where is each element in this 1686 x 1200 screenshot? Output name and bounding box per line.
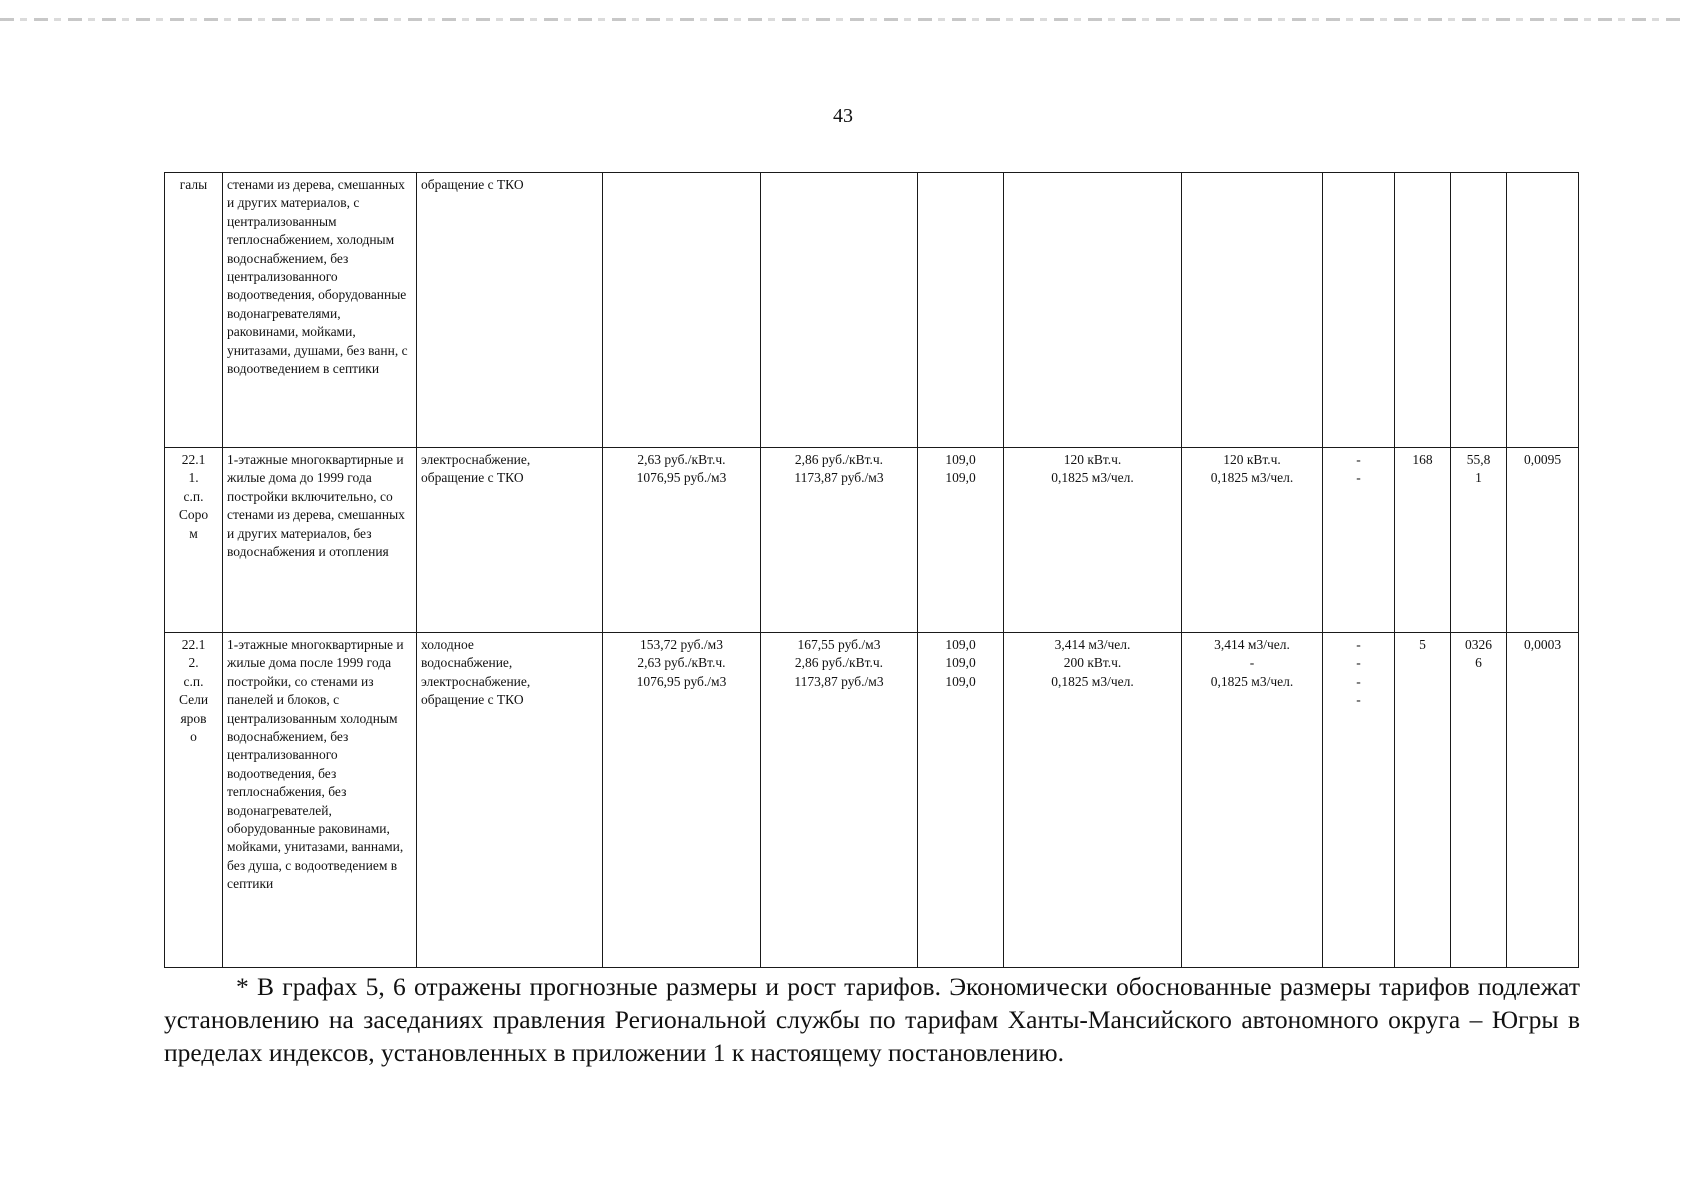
cell-line: 22.1	[181, 637, 206, 652]
page-number: 43	[833, 105, 853, 127]
footnote	[164, 970, 1580, 1069]
cell-c2	[223, 633, 417, 968]
cell-line: 2,86 руб./кВт.ч.	[794, 452, 884, 467]
cell-text: 168	[1412, 452, 1433, 467]
cell-c12	[1507, 173, 1579, 448]
cell-c6	[918, 173, 1004, 448]
cell-c4	[603, 173, 761, 448]
cell-line: -	[1356, 470, 1361, 486]
cell-text: стенами из дерева, смешанных и других материалов, с централизованным теплоснабжением, холодным водоснабжением, без централизованного водоотведения, оборудованные водонагревателями, раковинами, мойками, унитазами, душами, без ванн, с водоотведением в септики	[227, 177, 408, 377]
cell-line: -	[1356, 655, 1361, 671]
cell-c3	[417, 633, 603, 968]
cell-line: холодное	[421, 637, 474, 652]
cell-c9	[1323, 448, 1395, 633]
cell-text: 0,0003	[1523, 637, 1562, 652]
cell-line: -	[1249, 655, 1255, 671]
cell-line: -	[1356, 637, 1361, 652]
cell-c8	[1182, 448, 1323, 633]
cell-line: яров	[180, 710, 207, 726]
cell-line: обращение с ТКО	[421, 692, 524, 708]
cell-c11	[1451, 173, 1507, 448]
cell-line: 2,63 руб./кВт.ч.	[637, 655, 726, 671]
cell-line: галы	[179, 177, 208, 192]
cell-line: о	[190, 729, 197, 745]
cell-line: 200 кВт.ч.	[1063, 655, 1122, 671]
cell-line: -	[1356, 673, 1361, 689]
cell-line: 109,0	[945, 673, 976, 689]
cell-line: 167,55 руб./м3	[797, 637, 881, 652]
cell-c6	[918, 448, 1004, 633]
cell-c5	[761, 173, 918, 448]
cell-line: -	[1356, 692, 1361, 708]
cell-line: 0,1825 м3/чел.	[1051, 673, 1134, 689]
cell-line: обращение с ТКО	[421, 177, 524, 192]
cell-c3	[417, 448, 603, 633]
cell-c10	[1395, 448, 1451, 633]
cell-text: 5	[1419, 637, 1426, 652]
cell-c2	[223, 448, 417, 633]
cell-line: -	[1356, 452, 1361, 467]
cell-line: 120 кВт.ч.	[1063, 452, 1122, 467]
cell-c2	[223, 173, 417, 448]
cell-c3	[417, 173, 603, 448]
table-row	[165, 173, 1579, 448]
cell-c9	[1323, 633, 1395, 968]
cell-c1	[165, 448, 223, 633]
cell-line: 1173,87 руб./м3	[794, 673, 884, 689]
cell-line: 109,0	[945, 655, 976, 671]
tariff-table	[164, 172, 1579, 968]
cell-c9	[1323, 173, 1395, 448]
cell-line: 120 кВт.ч.	[1223, 452, 1281, 467]
cell-line: Соро	[178, 507, 209, 523]
cell-line: 55,8	[1466, 452, 1491, 467]
cell-line: 0,1825 м3/чел.	[1051, 470, 1134, 486]
cell-line: 109,0	[945, 637, 976, 652]
table-row	[165, 448, 1579, 633]
cell-line: 3,414 м3/чел.	[1054, 637, 1131, 652]
cell-line: 3,414 м3/чел.	[1214, 637, 1290, 652]
scan-edge-artifact	[0, 18, 1686, 21]
cell-text: 1-этажные многоквартирные и жилые дома до 1999 года постройки включительно, со стенами из дерева, смешанных и других материалов, без водоснабжения и отопления	[227, 452, 405, 560]
cell-line: обращение с ТКО	[421, 470, 524, 486]
cell-line: 2.	[188, 655, 199, 671]
cell-line: 2,63 руб./кВт.ч.	[637, 452, 726, 467]
cell-line: водоснабжение,	[421, 655, 513, 671]
cell-line: 1076,95 руб./м3	[636, 673, 727, 689]
cell-line: 1	[1475, 470, 1482, 486]
cell-line: 0326	[1465, 637, 1492, 652]
cell-c8	[1182, 173, 1323, 448]
cell-text: 0,0095	[1523, 452, 1562, 467]
footnote-text: * В графах 5, 6 отражены прогнозные размеры и рост тарифов. Экономически обоснованные размеры тарифов подлежат установлению на заседаниях правления Региональной службы по тарифам Ханты-Мансийского автономного округа – Югры в пределах индексов, установленных в приложении 1 к настоящему постановлению.	[164, 972, 1580, 1067]
cell-line: 6	[1475, 655, 1482, 671]
cell-c7	[1004, 448, 1182, 633]
cell-c6	[918, 633, 1004, 968]
cell-line: 22.1	[181, 452, 206, 467]
cell-c7	[1004, 633, 1182, 968]
cell-line: 1.	[188, 470, 199, 486]
table-row	[165, 633, 1579, 968]
cell-line: с.п.	[183, 673, 204, 689]
cell-c1	[165, 633, 223, 968]
cell-c11	[1451, 633, 1507, 968]
cell-line: 0,1825 м3/чел.	[1210, 470, 1294, 486]
cell-c4	[603, 633, 761, 968]
cell-c7	[1004, 173, 1182, 448]
cell-line: с.п.	[183, 488, 204, 504]
cell-c11	[1451, 448, 1507, 633]
cell-c5	[761, 633, 918, 968]
cell-line: электроснабжение,	[421, 452, 531, 467]
cell-c4	[603, 448, 761, 633]
cell-line: электроснабжение,	[421, 673, 531, 689]
cell-c8	[1182, 633, 1323, 968]
cell-c5	[761, 448, 918, 633]
cell-line: 109,0	[945, 452, 976, 467]
cell-line: 1173,87 руб./м3	[794, 470, 884, 486]
cell-c10	[1395, 173, 1451, 448]
cell-line: Сели	[178, 692, 209, 708]
cell-c12	[1507, 448, 1579, 633]
cell-line: м	[189, 525, 198, 541]
cell-line: 153,72 руб./м3	[640, 637, 723, 652]
cell-line: 1076,95 руб./м3	[636, 470, 727, 486]
cell-line: 109,0	[945, 470, 976, 486]
cell-line: 0,1825 м3/чел.	[1210, 673, 1294, 689]
cell-line: 2,86 руб./кВт.ч.	[794, 655, 884, 671]
cell-c10	[1395, 633, 1451, 968]
cell-c1	[165, 173, 223, 448]
cell-text: 1-этажные многоквартирные и жилые дома после 1999 года постройки, со стенами из панелей и блоков, с централизованным холодным водоснабжением, без централизованного водоотведения, без теплоснабжения, без водонагревателей, оборудованные раковинами, мойками, унитазами, ваннами, без душа, с водоотведением в септики	[227, 637, 404, 892]
cell-c12	[1507, 633, 1579, 968]
